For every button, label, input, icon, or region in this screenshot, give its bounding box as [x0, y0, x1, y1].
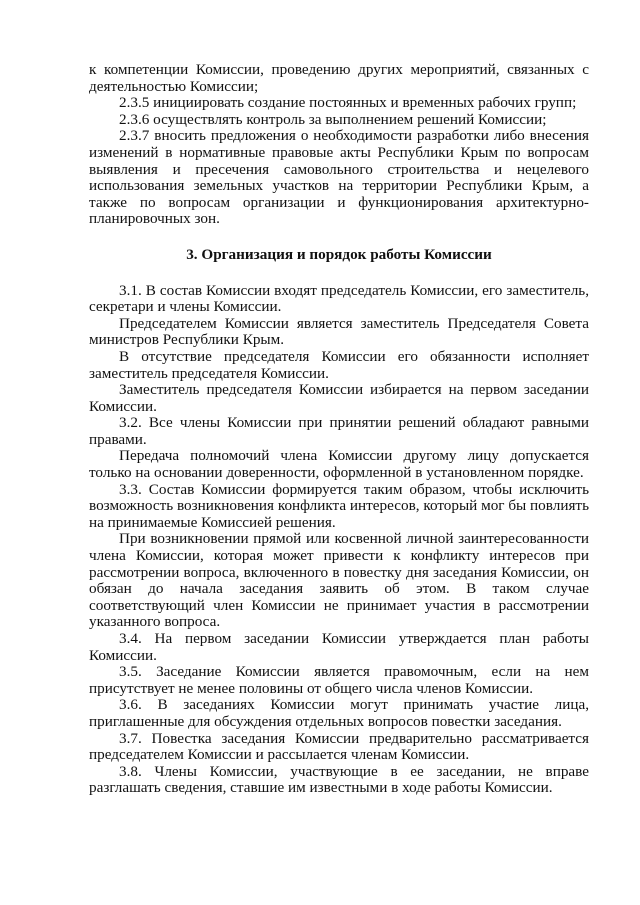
section-3-heading: 3. Организация и порядок работы Комиссии — [186, 245, 492, 263]
paragraph-conflict: При возникновении прямой или косвенной личной заинтересованности члена Комиссии, которая может привести к конфликту интересов при рассмотрении вопроса, включенного в повестку дня заседания Комиссии, он обязан до начала заседания заявить об этом. В таком случае соответствующий член Комиссии не принимает участия в рассмотрении указанного вопроса. — [89, 530, 589, 631]
item-2-3-7: 2.3.7 вносить предложения о необходимости разработки либо внесения изменений в нормативные правовые акты Республики Крым по вопросам выявления и пресечения самовольного строительства и нецелевого использования земельных участков на территории Республики Крым, а также по вопросам организации и функционирования архитектурно-планировочных зон. — [89, 127, 589, 228]
paragraph-chairman: Председателем Комиссии является заместитель Председателя Совета министров Республики Крым. — [89, 314, 589, 349]
continuation-paragraph: к компетенции Комиссии, проведению других мероприятий, связанных с деятельностью Комиссии; — [89, 61, 589, 95]
paragraph-3-3: 3.3. Состав Комиссии формируется таким образом, чтобы исключить возможность возникновения конфликта интересов, который мог бы повлиять на принимаемые Комиссией решения. — [89, 480, 589, 531]
paragraph-3-1: 3.1. В состав Комиссии входят председатель Комиссии, его заместитель, секретари и члены Комиссии. — [89, 281, 589, 316]
paragraph-3-4: 3.4. На первом заседании Комиссии утверждается план работы Комиссии. — [89, 630, 589, 664]
item-2-3-6: 2.3.6 осуществлять контроль за выполнением решений Комиссии; — [119, 110, 547, 128]
paragraph-3-6: 3.6. В заседаниях Комиссии могут принимать участие лица, приглашенные для обсуждения отдельных вопросов повестки заседания. — [89, 696, 589, 730]
paragraph-absence: В отсутствие председателя Комиссии его обязанности исполняет заместитель председателя Комиссии. — [89, 347, 589, 382]
paragraph-3-7: 3.7. Повестка заседания Комиссии предварительно рассматривается председателем Комиссии и рассылается членам Комиссии. — [89, 729, 589, 764]
item-2-3-5: 2.3.5 инициировать создание постоянных и временных рабочих групп; — [119, 94, 577, 112]
document-page — [89, 62, 589, 797]
paragraph-3-8: 3.8. Члены Комиссии, участвующие в ее заседании, не вправе разглашать сведения, ставшие им известными в ходе работы Комиссии. — [89, 762, 589, 797]
paragraph-3-5: 3.5. Заседание Комиссии является правомочным, если на нем присутствует не менее половины от общего числа членов Комиссии. — [89, 663, 589, 697]
paragraph-deputy: Заместитель председателя Комиссии избирается на первом заседании Комиссии. — [89, 381, 589, 415]
paragraph-delegation: Передача полномочий члена Комиссии другому лицу допускается только на основании доверенности, оформленной в установленном порядке. — [89, 447, 589, 482]
paragraph-3-2: 3.2. Все члены Комиссии при принятии решений обладают равными правами. — [89, 414, 589, 448]
